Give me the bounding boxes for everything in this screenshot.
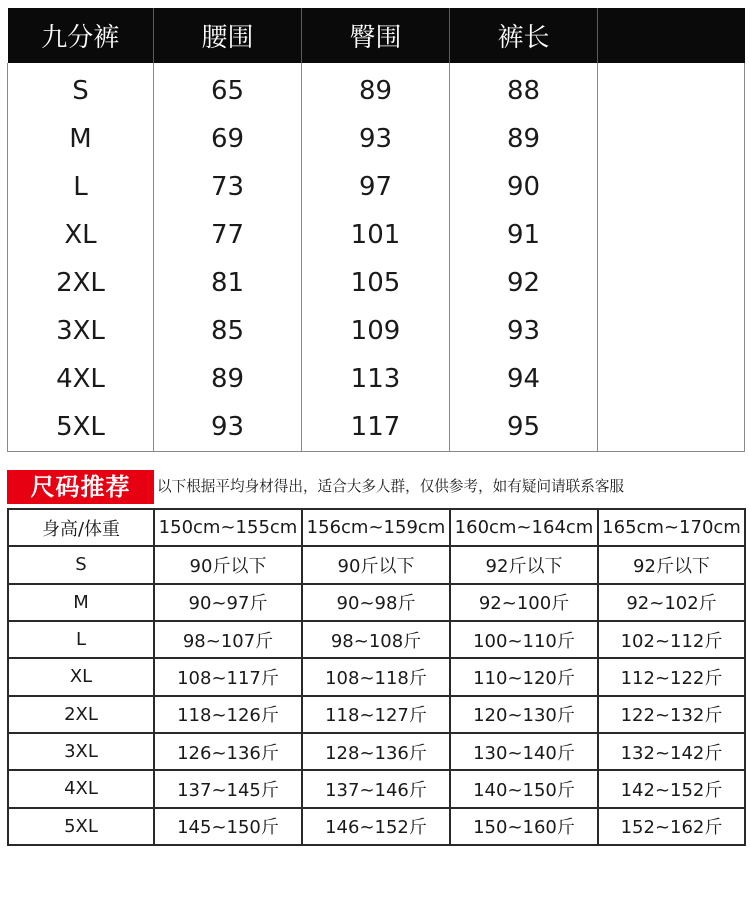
weight-range: 102~112斤 (598, 621, 745, 658)
recommendation-header-row (8, 509, 745, 546)
weight-range: 146~152斤 (302, 808, 450, 845)
weight-range: 120~130斤 (450, 696, 598, 733)
header-product-type: 九分裤 (8, 8, 154, 63)
table-row (8, 307, 745, 355)
empty-cell (598, 163, 745, 211)
size-chart-header-row (8, 8, 745, 63)
length-value: 92 (450, 259, 598, 307)
size-label: 2XL (8, 696, 154, 733)
length-value: 94 (450, 355, 598, 403)
table-row (8, 584, 745, 621)
recommendation-header (7, 470, 748, 504)
hip-value: 93 (302, 115, 450, 163)
weight-range: 110~120斤 (450, 658, 598, 695)
waist-value: 89 (154, 355, 302, 403)
waist-value: 81 (154, 259, 302, 307)
weight-range: 118~127斤 (302, 696, 450, 733)
header-height-weight: 身高/体重 (8, 509, 154, 546)
table-row (8, 211, 745, 259)
weight-range: 98~107斤 (154, 621, 302, 658)
weight-range: 92斤以下 (450, 546, 598, 583)
empty-cell (598, 115, 745, 163)
weight-range: 90~98斤 (302, 584, 450, 621)
size-chart-table (7, 8, 745, 452)
table-row (8, 403, 745, 452)
waist-value: 93 (154, 403, 302, 452)
size-label: S (8, 63, 154, 115)
header-height-range: 150cm~155cm (154, 509, 302, 546)
weight-range: 130~140斤 (450, 733, 598, 770)
header-length: 裤长 (450, 8, 598, 63)
size-label: L (8, 163, 154, 211)
hip-value: 117 (302, 403, 450, 452)
weight-range: 98~108斤 (302, 621, 450, 658)
table-row (8, 733, 745, 770)
size-label: 3XL (8, 307, 154, 355)
empty-cell (598, 259, 745, 307)
empty-cell (598, 211, 745, 259)
recommendation-note: 以下根据平均身材得出，适合大多人群，仅供参考，如有疑问请联系客服 (157, 478, 625, 495)
weight-range: 132~142斤 (598, 733, 745, 770)
weight-range: 92斤以下 (598, 546, 745, 583)
size-label: 5XL (8, 808, 154, 845)
weight-range: 108~118斤 (302, 658, 450, 695)
weight-range: 137~146斤 (302, 770, 450, 807)
weight-range: 100~110斤 (450, 621, 598, 658)
table-row (8, 259, 745, 307)
waist-value: 85 (154, 307, 302, 355)
weight-range: 118~126斤 (154, 696, 302, 733)
waist-value: 69 (154, 115, 302, 163)
length-value: 95 (450, 403, 598, 452)
header-height-range: 156cm~159cm (302, 509, 450, 546)
weight-range: 128~136斤 (302, 733, 450, 770)
recommendation-badge: 尺码推荐 (7, 470, 154, 504)
hip-value: 89 (302, 63, 450, 115)
size-label: S (8, 546, 154, 583)
table-row (8, 63, 745, 115)
header-empty (598, 8, 745, 63)
hip-value: 105 (302, 259, 450, 307)
weight-range: 140~150斤 (450, 770, 598, 807)
header-height-range: 165cm~170cm (598, 509, 745, 546)
size-label: L (8, 621, 154, 658)
empty-cell (598, 355, 745, 403)
empty-cell (598, 63, 745, 115)
empty-cell (598, 403, 745, 452)
length-value: 90 (450, 163, 598, 211)
size-label: 5XL (8, 403, 154, 452)
table-row (8, 621, 745, 658)
size-label: M (8, 115, 154, 163)
table-row (8, 546, 745, 583)
size-label: XL (8, 658, 154, 695)
table-row (8, 658, 745, 695)
table-row (8, 770, 745, 807)
weight-range: 142~152斤 (598, 770, 745, 807)
weight-range: 90~97斤 (154, 584, 302, 621)
weight-range: 145~150斤 (154, 808, 302, 845)
size-label: XL (8, 211, 154, 259)
weight-range: 108~117斤 (154, 658, 302, 695)
length-value: 88 (450, 63, 598, 115)
size-label: 3XL (8, 733, 154, 770)
length-value: 91 (450, 211, 598, 259)
table-row (8, 696, 745, 733)
size-label: 2XL (8, 259, 154, 307)
table-row (8, 355, 745, 403)
table-row (8, 163, 745, 211)
length-value: 93 (450, 307, 598, 355)
weight-range: 90斤以下 (154, 546, 302, 583)
weight-range: 90斤以下 (302, 546, 450, 583)
hip-value: 113 (302, 355, 450, 403)
weight-range: 126~136斤 (154, 733, 302, 770)
recommendation-table (7, 508, 746, 846)
weight-range: 137~145斤 (154, 770, 302, 807)
length-value: 89 (450, 115, 598, 163)
hip-value: 97 (302, 163, 450, 211)
weight-range: 152~162斤 (598, 808, 745, 845)
weight-range: 150~160斤 (450, 808, 598, 845)
hip-value: 109 (302, 307, 450, 355)
table-row (8, 808, 745, 845)
header-height-range: 160cm~164cm (450, 509, 598, 546)
size-label: M (8, 584, 154, 621)
weight-range: 122~132斤 (598, 696, 745, 733)
size-label: 4XL (8, 355, 154, 403)
size-label: 4XL (8, 770, 154, 807)
waist-value: 77 (154, 211, 302, 259)
weight-range: 92~100斤 (450, 584, 598, 621)
table-row (8, 115, 745, 163)
weight-range: 112~122斤 (598, 658, 745, 695)
empty-cell (598, 307, 745, 355)
waist-value: 65 (154, 63, 302, 115)
header-hip: 臀围 (302, 8, 450, 63)
header-waist: 腰围 (154, 8, 302, 63)
weight-range: 92~102斤 (598, 584, 745, 621)
hip-value: 101 (302, 211, 450, 259)
waist-value: 73 (154, 163, 302, 211)
